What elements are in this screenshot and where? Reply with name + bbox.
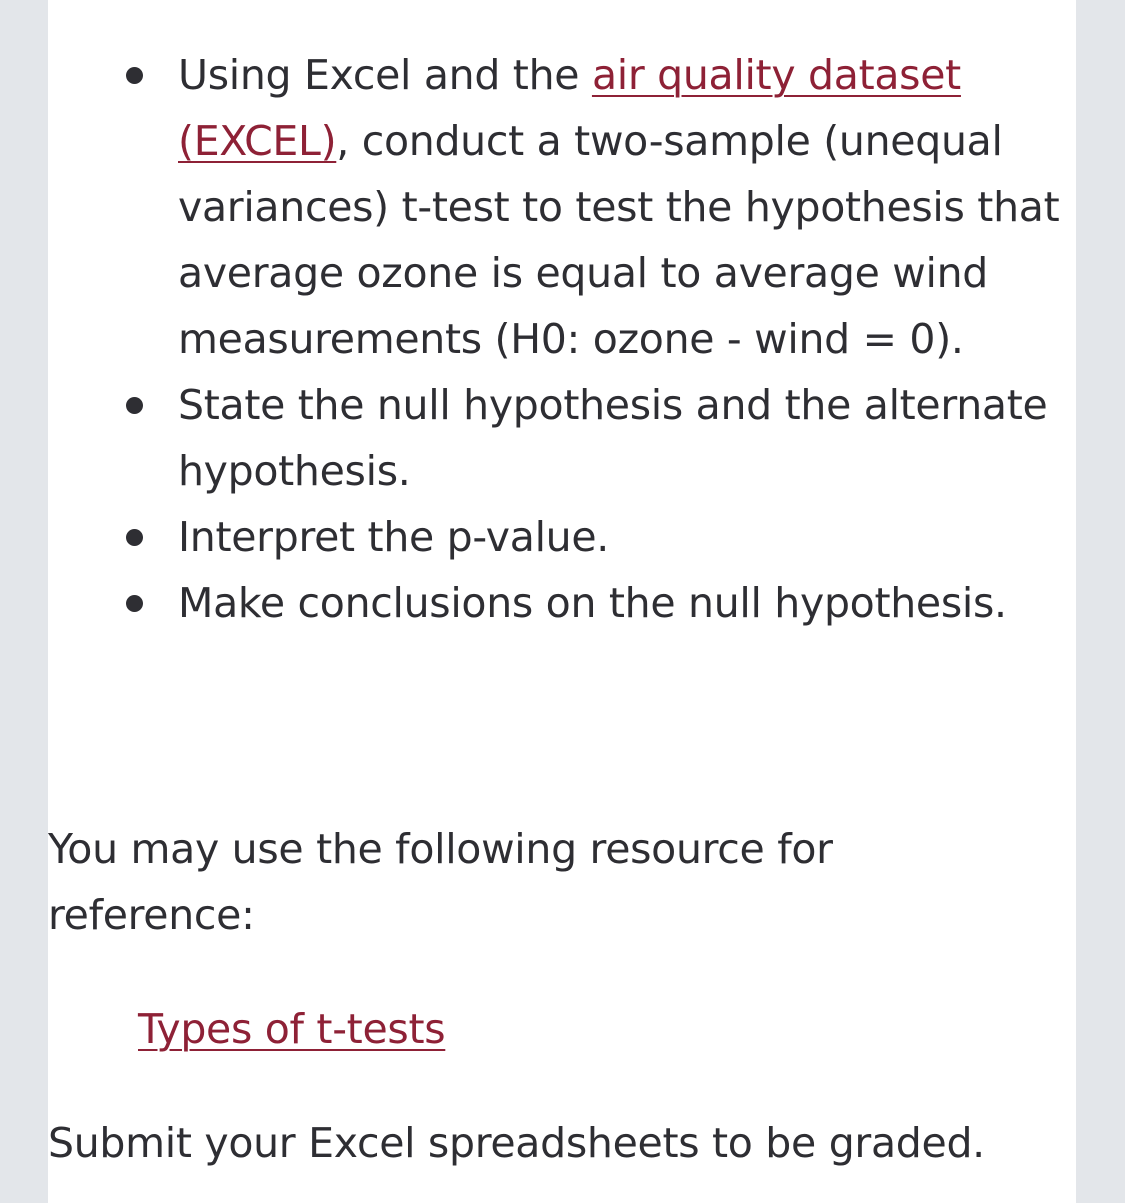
task-list bbox=[178, 42, 1078, 636]
bullet-icon bbox=[126, 397, 143, 414]
bullet-icon bbox=[126, 529, 143, 546]
task-text: Interpret the p-value. bbox=[178, 513, 610, 561]
bullet-icon bbox=[126, 595, 143, 612]
submit-instructions: Submit your Excel spreadsheets to be graded. bbox=[48, 1119, 985, 1167]
list-item bbox=[178, 42, 1078, 372]
resource-intro: You may use the following resource for reference: bbox=[48, 825, 833, 939]
resource-link-paragraph bbox=[138, 996, 938, 1062]
content-panel bbox=[48, 0, 1076, 1203]
air-quality-dataset-link[interactable]: air quality dataset (EXCEL) bbox=[178, 51, 961, 165]
task-text: Make conclusions on the null hypothesis. bbox=[178, 579, 1007, 627]
task-text-before-link: Using Excel and the bbox=[178, 51, 592, 99]
task-text-after-link: , conduct a two-sample (unequal variances) t-test to test the hypothesis that average ozone is equal to average wind measurements (H0: ozone - wind = 0). bbox=[178, 117, 1060, 363]
list-item bbox=[178, 570, 1078, 636]
list-item bbox=[178, 504, 1078, 570]
types-of-t-tests-link[interactable]: Types of t-tests bbox=[138, 1005, 446, 1053]
bullet-icon bbox=[126, 67, 143, 84]
list-item bbox=[178, 372, 1078, 504]
task-text: State the null hypothesis and the alternate hypothesis. bbox=[178, 381, 1048, 495]
